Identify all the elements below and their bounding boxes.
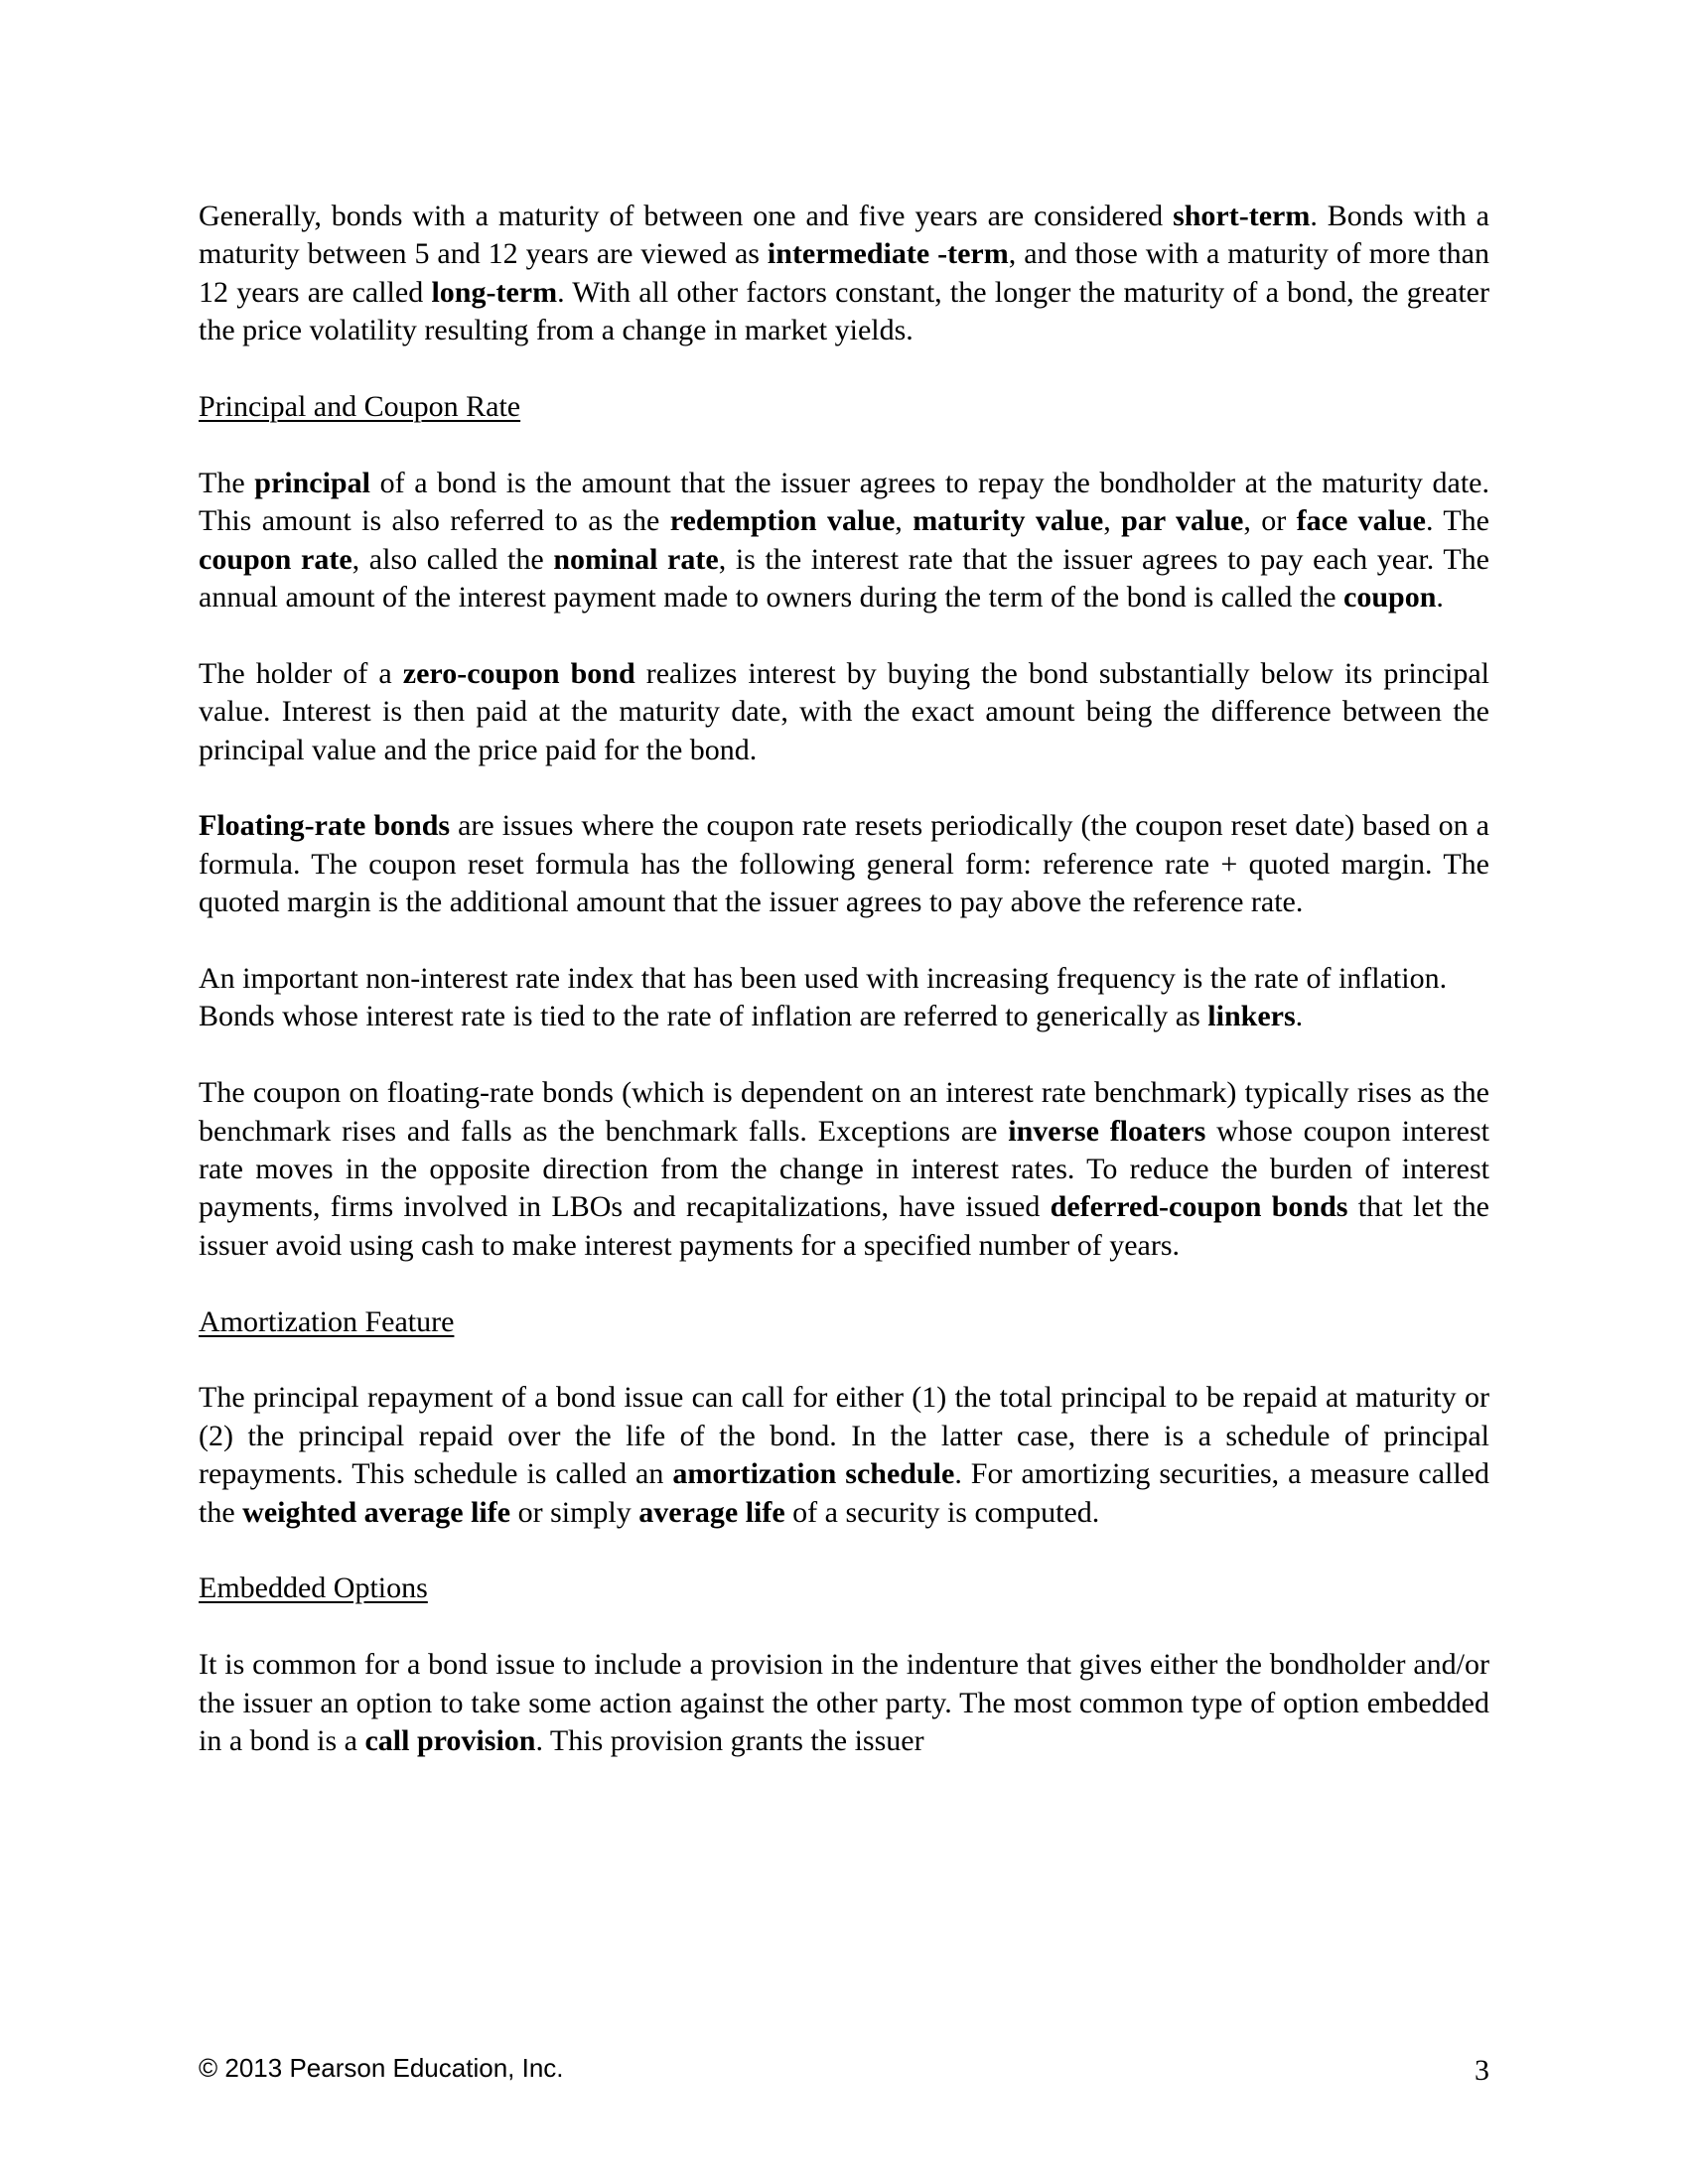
term-nominal-rate: nominal rate <box>553 542 719 576</box>
paragraph-floating-rate: Floating-rate bonds are issues where the coupon rate resets periodically (the coupon reset date) based on a formula. The coupon reset formula has the following general form: reference rate + quoted margin. The quoted margin is the additional amount that the issuer agrees to pay above the reference rate. <box>199 809 1490 919</box>
term-face-value: face value <box>1296 504 1426 538</box>
term-call-provision: call provision <box>364 1724 536 1758</box>
paragraph-embedded-options: It is common for a bond issue to include a provision in the indenture that gives either the bondholder and/or the issuer an option to take some action against the other party. The most common type of option embedded in a bond is a call provision. This provision grants the issuer <box>199 1648 1489 1758</box>
term-inverse-floaters: inverse floaters <box>1008 1114 1206 1148</box>
term-coupon: coupon <box>1343 581 1437 614</box>
paragraph-principal: The principal of a bond is the amount that the issuer agrees to repay the bondholder at the maturity date. This amount is also referred to as the redemption value, maturity value, par value, or face value. The coupon rate, also called the nominal rate, is the interest rate that the issuer agrees to pay each year. The annual amount of the interest payment made to owners during the term of the bond is called the coupon. <box>199 466 1490 614</box>
term-deferred-coupon-bonds: deferred-coupon bonds <box>1050 1190 1348 1224</box>
term-average-life: average life <box>638 1495 785 1529</box>
paragraph-zero-coupon: The holder of a zero-coupon bond realizes interest by buying the bond substantially below its principal value. Interest is then paid at the maturity date, with the exact amount being the difference between the principal value and the price paid for the bond. <box>199 656 1489 766</box>
term-coupon-rate: coupon rate <box>199 542 352 576</box>
page-body <box>199 198 1489 1799</box>
term-linkers: linkers <box>1207 1000 1296 1033</box>
section-heading-amortization: Amortization Feature <box>199 1304 455 1338</box>
term-maturity-value: maturity value <box>913 504 1104 538</box>
term-long-term: long-term <box>431 275 558 309</box>
term-short-term: short-term <box>1173 200 1311 232</box>
term-amortization-schedule: amortization schedule <box>672 1457 955 1491</box>
paragraph-maturity-terms: Generally, bonds with a maturity of between one and five years are considered short-term. Bonds with a maturity between 5 and 12 years are viewed as intermediate -term, and those with a maturity of more than 12 years are called long-term. With all other factors constant, the longer the maturity of a bond, the greater the price volatility resulting from a change in market yields. <box>199 200 1490 347</box>
term-floating-rate-bonds: Floating-rate bonds <box>199 809 451 843</box>
footer-copyright: © 2013 Pearson Education, Inc. <box>199 2053 564 2083</box>
paragraph-inverse-floaters: The coupon on floating-rate bonds (which is dependent on an interest rate benchmark) typically rises as the benchmark rises and falls as the benchmark falls. Exceptions are inverse floaters whose coupon interest rate moves in the opposite direction from the change in interest rates. To reduce the burden of interest payments, firms involved in LBOs and recapitalizations, have issued deferred-coupon bonds that let the issuer avoid using cash to make interest payments for a specified number of years. <box>199 1076 1490 1262</box>
section-heading-embedded-options: Embedded Options <box>199 1571 428 1605</box>
term-principal: principal <box>254 466 370 499</box>
term-par-value: par value <box>1121 504 1244 538</box>
term-weighted-average-life: weighted average life <box>242 1495 511 1529</box>
term-redemption-value: redemption value <box>669 504 896 538</box>
section-heading-principal-coupon: Principal and Coupon Rate <box>199 390 521 424</box>
paragraph-linkers: An important non-interest rate index that has been used with increasing frequency is the rate of inflation. Bonds whose interest rate is tied to the rate of inflation are referred to generically as linkers. <box>199 962 1448 1033</box>
term-zero-coupon-bond: zero-coupon bond <box>402 656 635 690</box>
term-intermediate-term: intermediate -term <box>767 237 1009 271</box>
paragraph-amortization: The principal repayment of a bond issue can call for either (1) the total principal to be repaid at maturity or (2) the principal repaid over the life of the bond. In the latter case, there is a schedule of principal repayments. This schedule is called an amortization schedule. For amortizing securities, a measure called the weighted average life or simply average life of a security is computed. <box>199 1381 1489 1529</box>
page-number: 3 <box>1475 2054 1489 2087</box>
